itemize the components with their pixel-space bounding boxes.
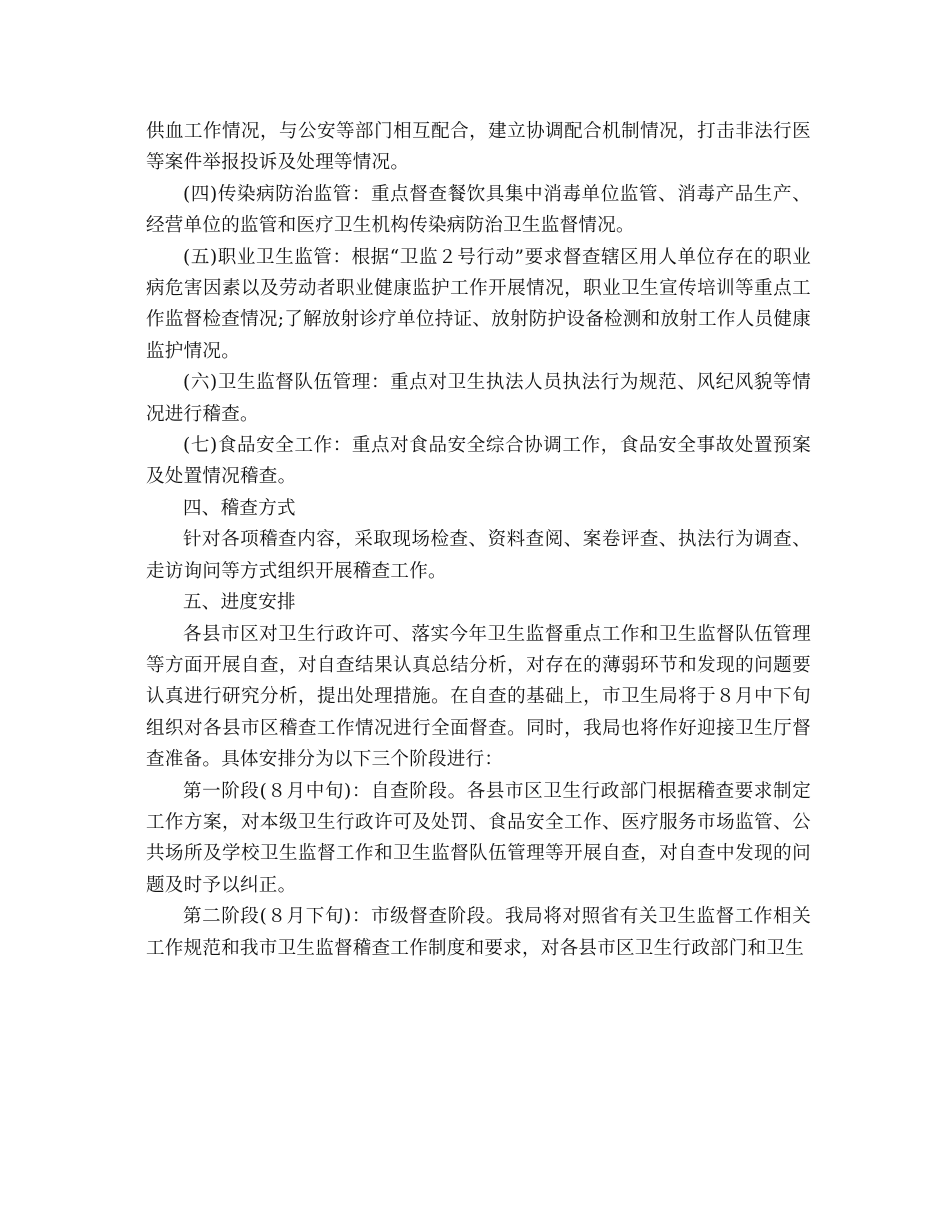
paragraph-inspection-methods: 针对各项稽查内容，采取现场检查、资料查阅、案卷评查、执法行为调查、走访询问等方式组织开展稽查工作。	[146, 529, 811, 582]
section-heading-5: 五、进度安排	[183, 592, 296, 614]
section-heading-4: 四、稽查方式	[183, 497, 296, 519]
paragraph-item-6: (六)卫生监督队伍管理：重点对卫生执法人员执法行为规范、风纪风貌等情况进行稽查。	[146, 372, 811, 425]
document-body	[146, 116, 811, 964]
paragraph-item-7: (七)食品安全工作：重点对食品安全综合协调工作，食品安全事故处置预案及处置情况稽查。	[146, 435, 811, 488]
paragraph-phase-1: 第一阶段(８月中旬)：自查阶段。各县市区卫生行政部门根据稽查要求制定工作方案，对本级卫生行政许可及处罚、食品安全工作、医疗服务市场监管、公共场所及学校卫生监督工作和卫生监督队伍管理等开展自查，对自查中发现的问题及时予以纠正。	[146, 780, 811, 896]
paragraph-continuation: 供血工作情况，与公安等部门相互配合，建立协调配合机制情况，打击非法行医等案件举报投诉及处理等情况。	[146, 121, 811, 174]
paragraph-schedule-overview: 各县市区对卫生行政许可、落实今年卫生监督重点工作和卫生监督队伍管理等方面开展自查，对自查结果认真总结分析，对存在的薄弱环节和发现的问题要认真进行研究分析，提出处理措施。在自查的基础上，市卫生局将于８月中下旬组织对各县市区稽查工作情况进行全面督查。同时，我局也将作好迎接卫生厅督查准备。具体安排分为以下三个阶段进行：	[146, 623, 811, 771]
paragraph-item-5: (五)职业卫生监管：根据“卫监２号行动”要求督查辖区用人单位存在的职业病危害因素以及劳动者职业健康监护工作开展情况，职业卫生宣传培训等重点工作监督检查情况;了解放射诊疗单位持证、放射防护设备检测和放射工作人员健康监护情况。	[146, 246, 811, 362]
paragraph-item-4: (四)传染病防治监管：重点督查餐饮具集中消毒单位监管、消毒产品生产、经营单位的监管和医疗卫生机构传染病防治卫生监督情况。	[146, 183, 811, 237]
paragraph-phase-2: 第二阶段(８月下旬)：市级督查阶段。我局将对照省有关卫生监督工作相关工作规范和我市卫生监督稽查工作制度和要求，对各县市区卫生行政部门和卫生	[146, 906, 811, 959]
